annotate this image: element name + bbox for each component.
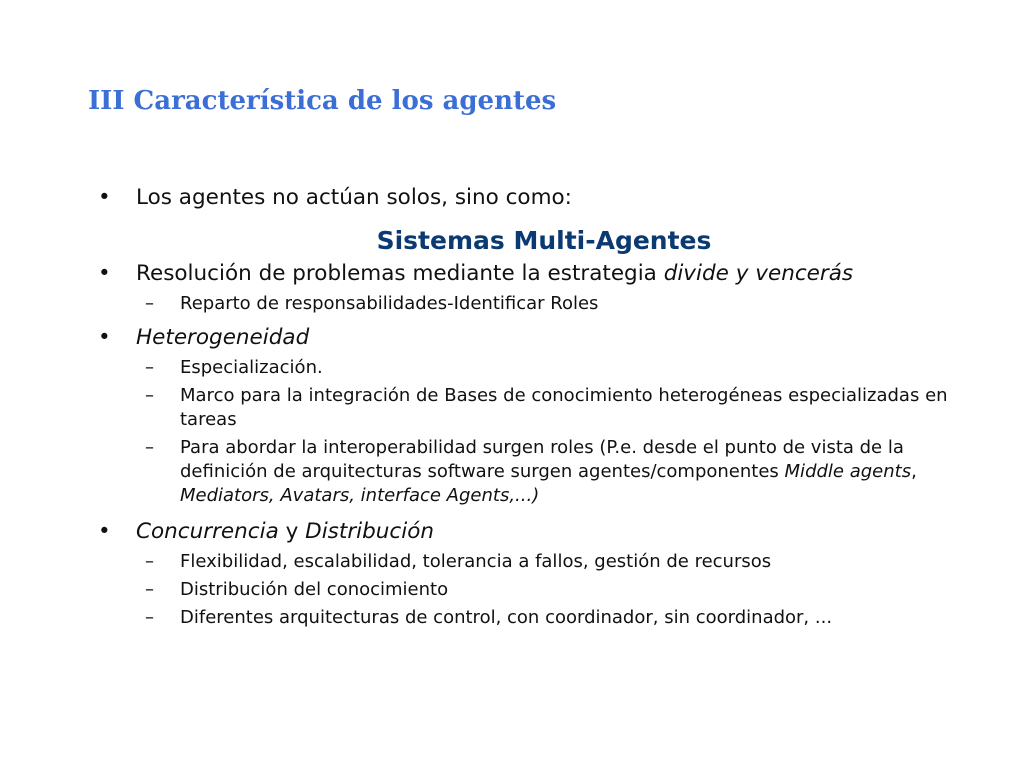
bullet-emphasis: Distribución [305,519,434,544]
subitem-knowledge-distribution [98,578,990,602]
bullet-marker: • [98,185,111,210]
bullet-text: y [278,519,306,544]
subitem-flexibility [98,550,990,574]
dash-marker: – [145,385,154,406]
dash-marker: – [145,607,154,628]
bullet-marker: • [98,325,111,350]
bullet-text: Resolución de problemas mediante la estrategia [136,261,664,286]
dash-marker: – [145,293,154,314]
subitem-specialization [98,356,990,380]
dash-marker: – [145,579,154,600]
dash-marker: – [145,551,154,572]
slide-title: III Característica de los agentes [88,86,557,116]
subitem-emphasis: Mediators, Avatars, interface Agents,...) [180,485,540,506]
subitem-emphasis: Middle agents [784,461,912,482]
dash-marker: – [145,437,154,458]
subitem-interoperability [98,436,990,508]
subitem-text: Especialización. [180,357,323,378]
highlight-multi-agent-systems: Sistemas Multi-Agentes [376,226,712,255]
subitem-text: Para abordar la interoperabilidad surgen roles (P.e. desde el punto de vista de la definición de arquitecturas software surgen agentes/componentes [180,437,904,482]
subitem-text: Marco para la integración de Bases de conocimiento heterogéneas especializadas en tareas [180,385,948,430]
bullet-heterogeneity [98,324,990,352]
bullet-marker: • [98,261,111,286]
bullet-text: Los agentes no actúan solos, sino como: [136,185,572,210]
bullet-marker: • [98,519,111,544]
subitem-text: Diferentes arquitecturas de control, con coordinador, sin coordinador, ... [180,607,833,628]
subitem-responsibilities [98,292,990,316]
dash-marker: – [145,357,154,378]
subitem-separator: , [911,461,917,482]
bullet-problem-solving [98,260,990,288]
subitem-text: Distribución del conocimiento [180,579,449,600]
subitem-text: Flexibilidad, escalabilidad, tolerancia a fallos, gestión de recursos [180,551,772,572]
bullet-concurrency-distribution [98,518,990,546]
slide-content [98,184,990,630]
bullet-emphasis: Heterogeneidad [136,325,310,350]
bullet-emphasis: Concurrencia [136,519,279,544]
subitem-knowledge-bases [98,384,990,432]
subitem-text: Reparto de responsabilidades-Identificar Roles [180,293,599,314]
subitem-control-architectures [98,606,990,630]
bullet-agents-not-alone [98,184,990,212]
bullet-emphasis: divide y vencerás [663,261,854,286]
